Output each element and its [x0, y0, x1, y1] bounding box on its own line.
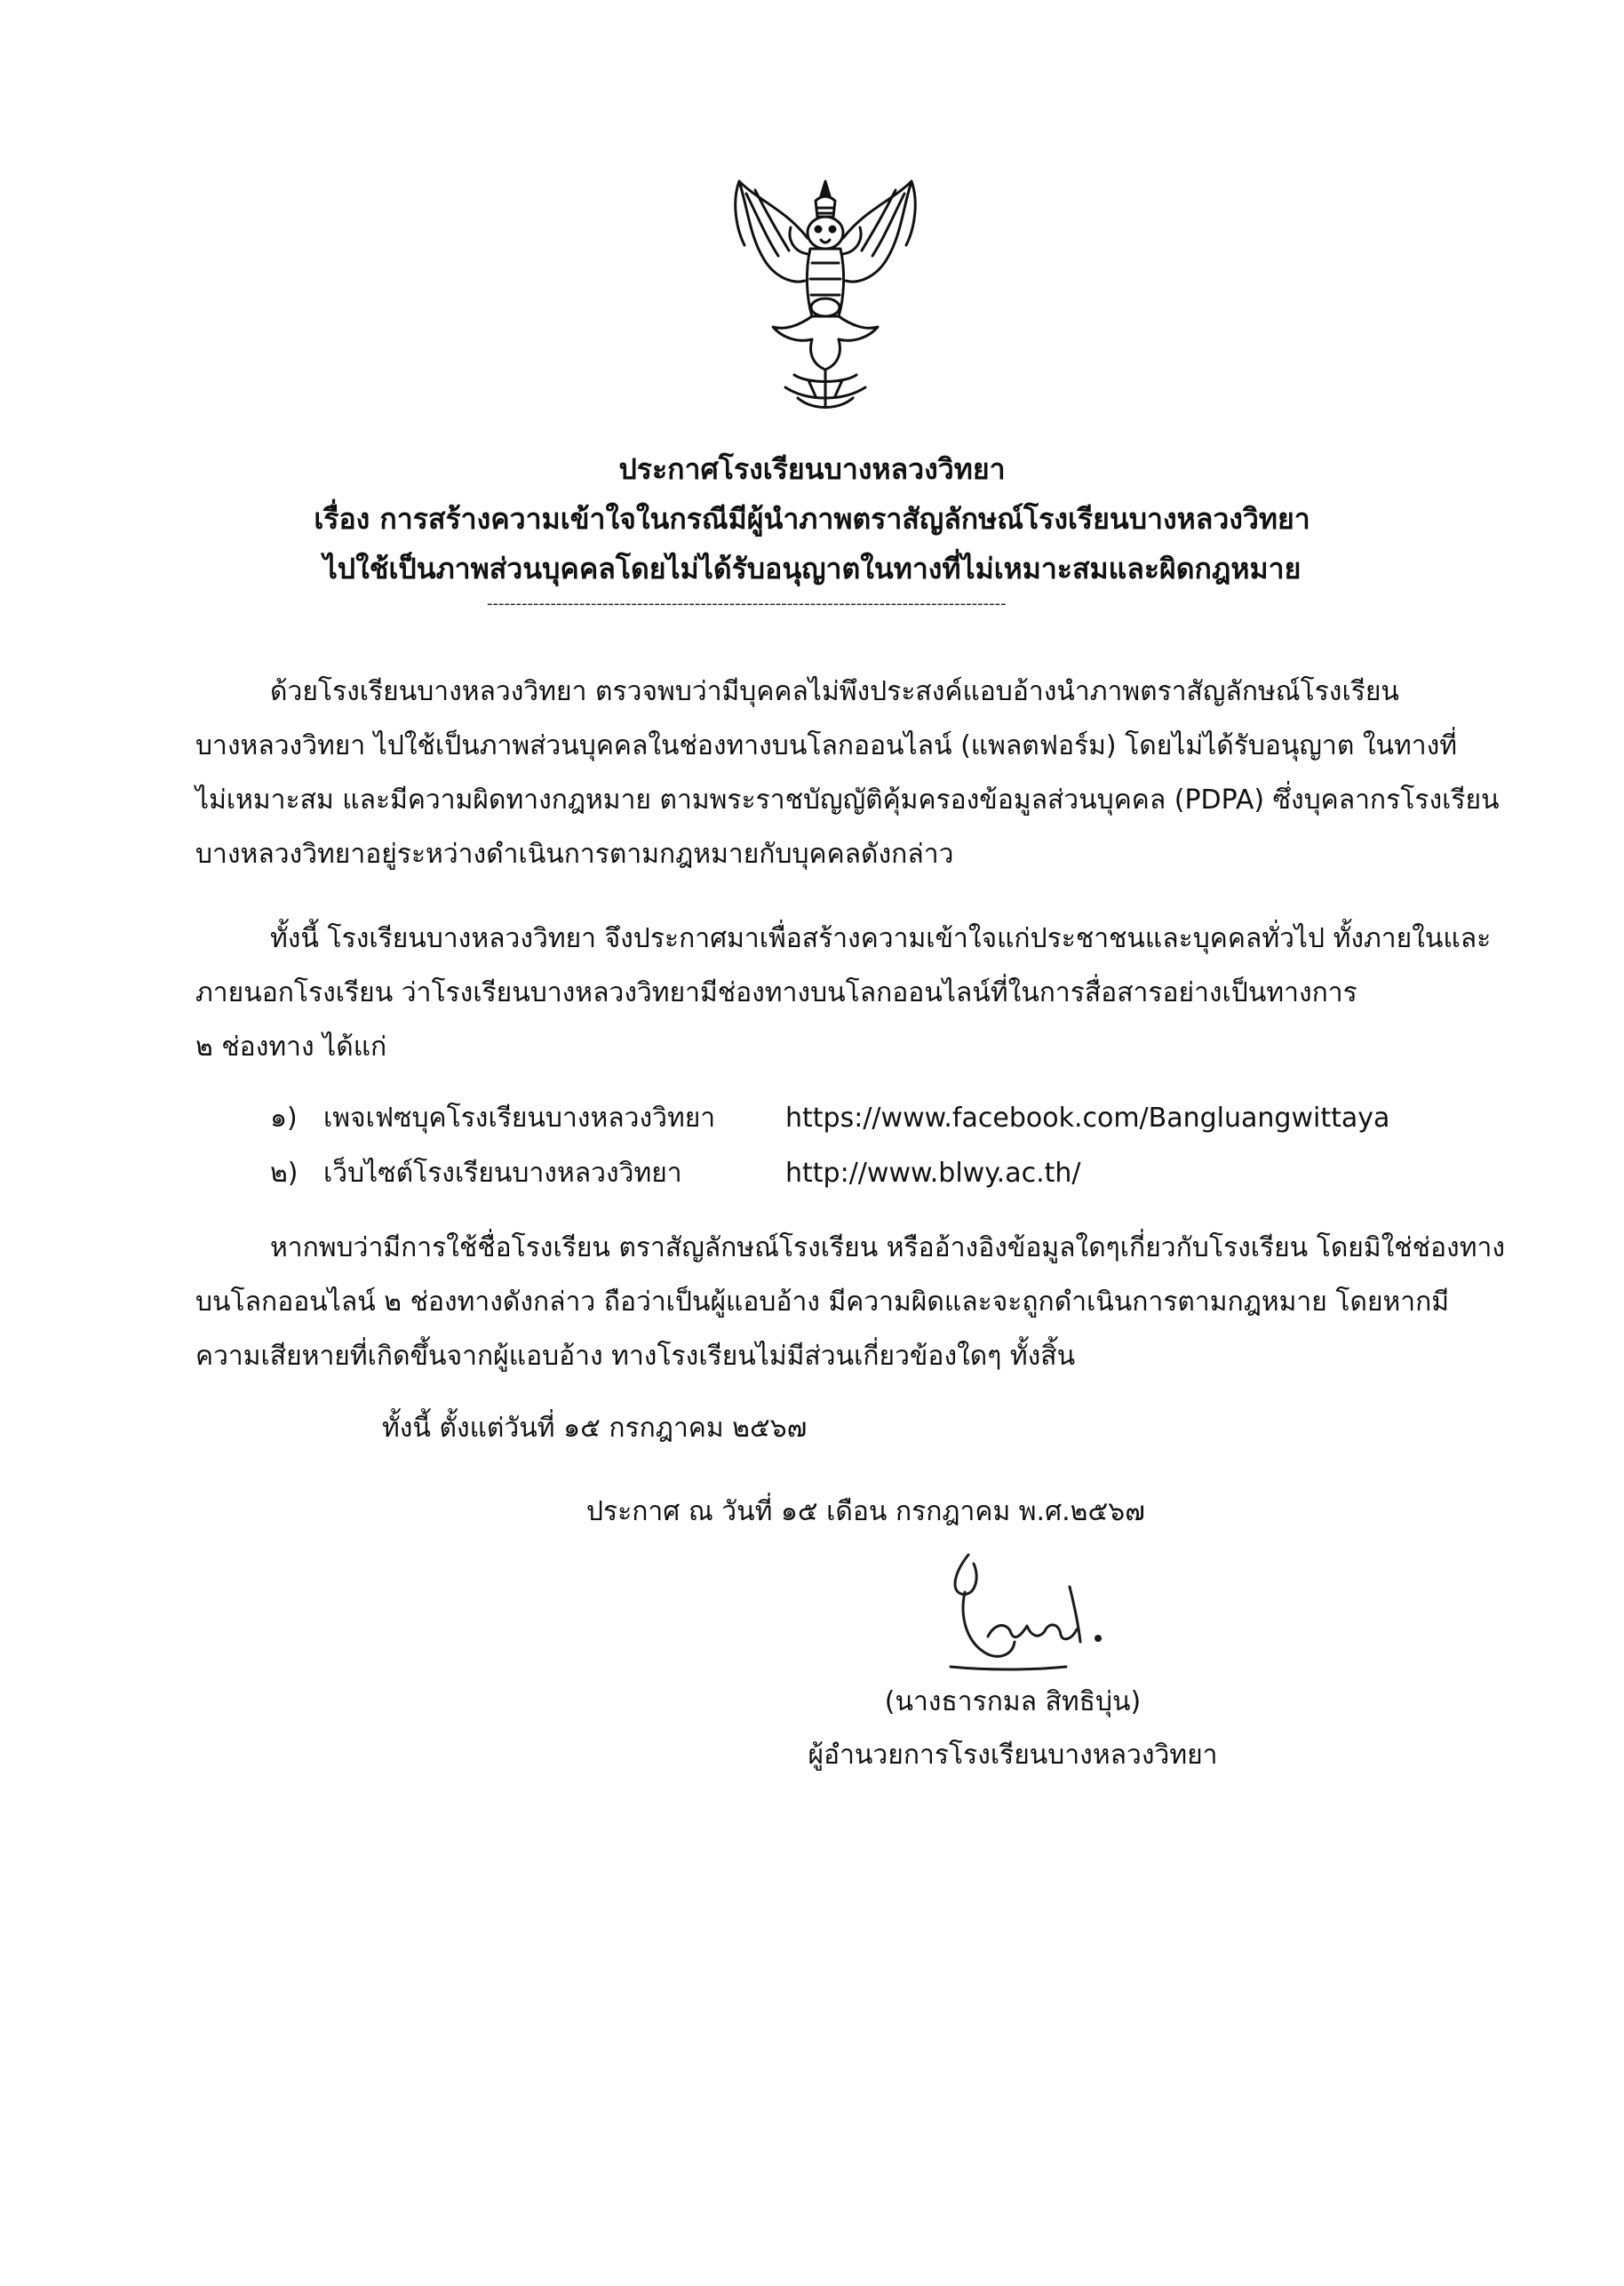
channel-number: ๑) — [270, 1103, 298, 1134]
garuda-emblem-icon — [723, 174, 927, 414]
paragraph-line: ทั้งนี้ โรงเรียนบางหลวงวิทยา จึงประกาศมาเพื่อสร้างความเข้าใจแก่ประชาชนและบุคคลทั่วไป ทั้งภายในและ — [270, 923, 1492, 954]
title-line-3: ไปใช้เป็นภาพส่วนบุคคลโดยไม่ได้รับอนุญาตในทางที่ไม่เหมาะสมและผิดกฎหมาย — [322, 552, 1302, 585]
list-item — [270, 1091, 1425, 1146]
paragraph-line: หากพบว่ามีการใช้ชื่อโรงเรียน ตราสัญลักษณ์โรงเรียน หรืออ้างอิงข้อมูลใดๆเกี่ยวกับโรงเรียน โดยมิใช่ช่องทาง — [270, 1232, 1505, 1263]
website-link[interactable]: http://www.blwy.ac.th/ — [785, 1158, 1081, 1189]
facebook-link[interactable]: https://www.facebook.com/Bangluangwittaya — [785, 1103, 1390, 1134]
channel-number: ๒) — [270, 1158, 299, 1189]
official-channels-list — [270, 1091, 1425, 1201]
paragraph-line: บนโลกออนไลน์ ๒ ช่องทางดังกล่าว ถือว่าเป็นผู้แอบอ้าง มีความผิดและจะถูกดำเนินการตามกฎหมาย โดยหากมี — [195, 1286, 1450, 1318]
title-line-2: เรื่อง การสร้างความเข้าใจในกรณีมีผู้นำภาพตราสัญลักษณ์โรงเรียนบางหลวงวิทยา — [314, 502, 1310, 536]
paragraph-1 — [195, 665, 1500, 881]
list-item — [270, 1146, 1425, 1201]
title-line-1: ประกาศโรงเรียนบางหลวงวิทยา — [618, 452, 1006, 486]
effective-date: ทั้งนี้ ตั้งแต่วันที่ ๑๕ กรกฎาคม ๒๕๖๗ — [382, 1413, 808, 1444]
channel-name: เว็บไซต์โรงเรียนบางหลวงวิทยา — [323, 1158, 682, 1189]
paragraph-3 — [195, 1221, 1505, 1383]
paragraph-line: ภายนอกโรงเรียน ว่าโรงเรียนบางหลวงวิทยามีช่องทางบนโลกออนไลน์ที่ในการสื่อสารอย่างเป็นทางการ — [195, 977, 1357, 1008]
paragraph-line: บางหลวงวิทยาอยู่ระหว่างดำเนินการตามกฎหมายกับบุคคลดังกล่าว — [195, 839, 954, 870]
title-separator: ------------------------------------------------------------------------------------------ — [487, 595, 1007, 613]
announcement-title — [142, 444, 1482, 593]
paragraph-line: ๒ ช่องทาง ได้แก่ — [195, 1031, 387, 1063]
paragraph-2 — [195, 912, 1492, 1074]
paragraph-line: ด้วยโรงเรียนบางหลวงวิทยา ตรวจพบว่ามีบุคคลไม่พึงประสงค์แอบอ้างนำภาพตราสัญลักษณ์โรงเรียน — [270, 676, 1399, 707]
signature-icon — [915, 1537, 1137, 1688]
signer-name: (นางธารกมล สิทธิบุ่น) — [884, 1686, 1142, 1717]
signer-position: ผู้อำนวยการโรงเรียนบางหลวงวิทยา — [808, 1740, 1218, 1771]
paragraph-line: ไม่เหมาะสม และมีความผิดทางกฎหมาย ตามพระราชบัญญัติคุ้มครองข้อมูลส่วนบุคคล (PDPA) ซึ่งบุคลากรโรงเรียน — [195, 785, 1500, 816]
channel-name: เพจเฟซบุคโรงเรียนบางหลวงวิทยา — [323, 1103, 716, 1134]
announcement-date: ประกาศ ณ วันที่ ๑๕ เดือน กรกฎาคม พ.ศ.๒๕๖๗ — [586, 1496, 1145, 1527]
paragraph-line: ความเสียหายที่เกิดขึ้นจากผู้แอบอ้าง ทางโรงเรียนไม่มีส่วนเกี่ยวข้องใดๆ ทั้งสิ้น — [195, 1341, 1076, 1372]
paragraph-line: บางหลวงวิทยา ไปใช้เป็นภาพส่วนบุคคลในช่องทางบนโลกออนไลน์ (แพลตฟอร์ม) โดยไม่ได้รับอนุญาต ในทางที่ — [195, 730, 1458, 761]
